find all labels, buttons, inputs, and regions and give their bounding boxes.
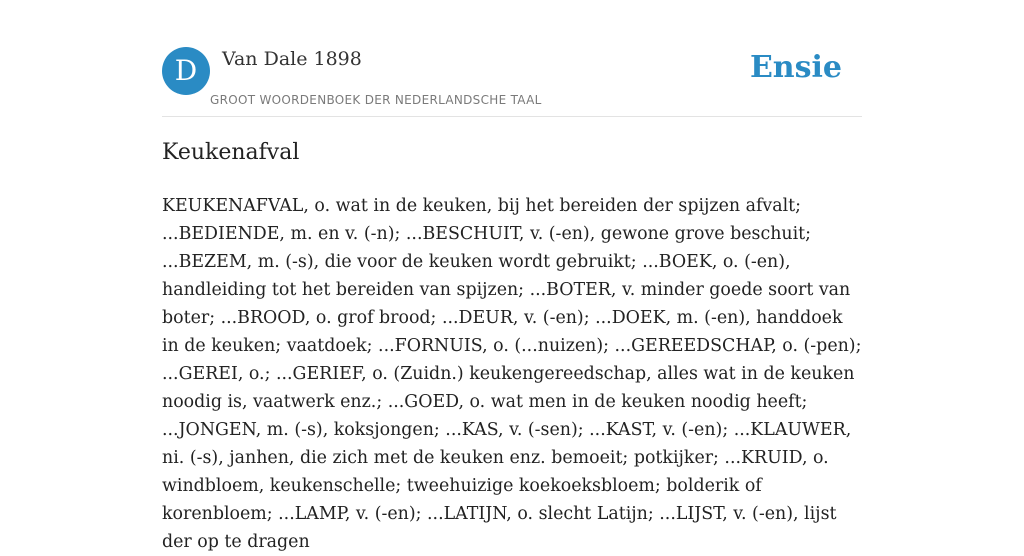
dictionary-name[interactable]: Van Dale 1898 [222, 48, 362, 70]
dictionary-subtitle: GROOT WOORDENBOEK DER NEDERLANDSCHE TAAL [210, 93, 542, 107]
dictionary-header [162, 46, 862, 117]
entry-definition: KEUKENAFVAL, o. wat in de keuken, bij het bereiden der spijzen afvalt; ...BEDIENDE, m. en v. (-n); ...BESCHUIT, v. (-en), gewone grove beschuit; ...BEZEM, m. (-s), die voor de keuken wordt gebruikt; ...BOEK, o. (-en), handleiding tot het bereiden van spijzen; ...BOTER, v. minder goede soort van boter; ...BROOD, o. grof brood; ...DEUR, v. (-en); ...DOEK, m. (-en), handdoek in de keuken; vaatdoek; ...FORNUIS, o. (...nuizen); ...GEREEDSCHAP, o. (-pen); ...GEREI, o.; ...GERIEF, o. (Zuidn.) keukengereedschap, alles wat in de keuken noodig is, vaatwerk enz.; ...GOED, o. wat men in de keuken noodig heeft; ...JONGEN, m. (-s), koksjongen; ...KAS, v. (-sen); ...KAST, v. (-en); ...KLAUWER, ni. (-s), janhen, die zich met de keuken enz. bemoeit; potkijker; ...KRUID, o. windbloem, keukenschelle; tweehuizige koekoeksbloem; bolderik of korenbloem; ...LAMP, v. (-en); ...LATIJN, o. slecht Latijn; ...LIJST, v. (-en), lijst der op te dragen [162, 196, 862, 552]
entry-headword: Keukenafval [162, 140, 300, 165]
brand-logo[interactable]: Ensie [749, 50, 842, 85]
dictionary-logo[interactable]: D [162, 47, 210, 95]
